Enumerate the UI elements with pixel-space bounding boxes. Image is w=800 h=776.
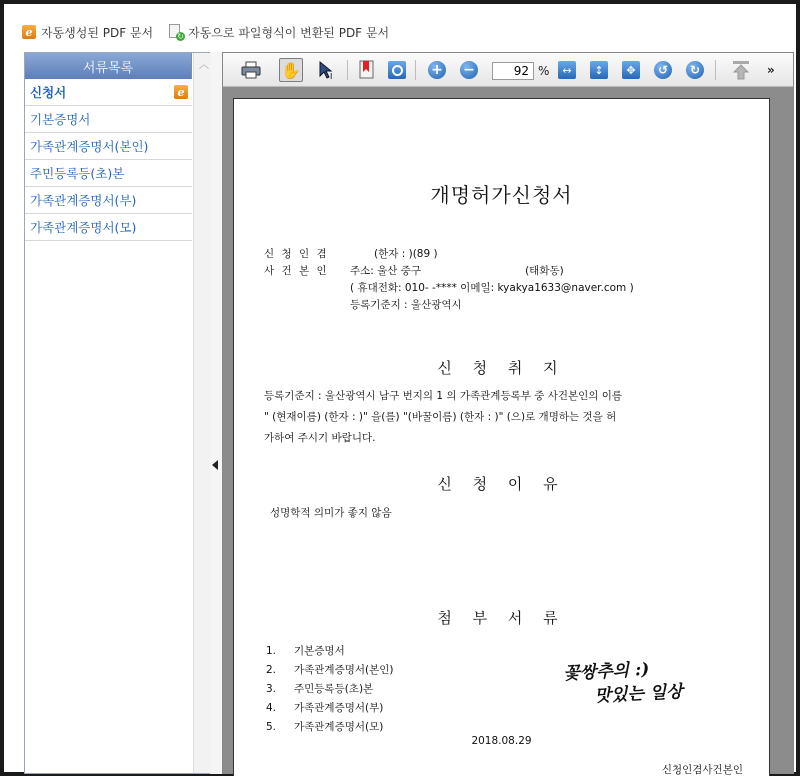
fit-page-icon: ✥ [622,61,640,79]
document-list [25,79,192,241]
purpose-line: " (현재이름) (한자 : )" 을(를) "(바꿀이름) (한자 : )" (으)로 개명하는 것을 허 [264,411,617,423]
handwritten-watermark: 꽃쌍추의 :) 맛있는 일상 [562,659,684,707]
toolbar-separator [347,60,348,80]
pdf-viewer [222,52,794,774]
print-icon [241,61,261,79]
document-date: 2018.08.29 [471,735,532,747]
rotate-left-button[interactable] [651,58,675,82]
rotate-left-icon: ↺ [654,61,672,79]
registry-value: 등록기준지 : 울산광역시 [350,298,462,311]
signature-line: 신청인겸사건본인 [661,764,743,776]
doc-item-family-self[interactable] [25,133,192,160]
e-doc-icon: e [22,25,36,39]
svg-text:I: I [330,72,333,80]
auto-pdf-label: 자동생성된 PDF 문서 [41,25,154,40]
upload-button[interactable] [729,58,753,82]
doc-item-application[interactable] [25,79,192,106]
fit-width-icon: ↔ [558,61,576,79]
print-button[interactable] [239,58,263,82]
section-reason-heading: 신 청 이 유 [437,475,566,493]
purpose-line: 등록기준지 : 울산광역시 남구 번지의 1 의 가족관계등록부 중 사건본인의 이름 [264,390,623,402]
e-doc-icon: e [174,85,188,99]
doc-item-resident-reg[interactable] [25,160,192,187]
zoom-out-icon: − [460,61,478,79]
pdf-page [233,98,770,776]
reason-text: 성명학적 의미가 좋지 않음 [270,507,392,519]
doc-item-label: 가족관계증명서(본인) [30,139,149,154]
convert-doc-icon: ↻ [169,24,183,40]
doc-type-legend [22,20,405,44]
viewer-toolbar [223,53,793,87]
scroll-up-icon[interactable]: ︿ [199,59,209,71]
toolbar-separator [715,60,716,80]
document-list-panel [24,52,214,774]
attachment-item: 1. 기본증명서 [266,644,345,657]
auto-pdf-legend[interactable] [22,24,153,41]
document-title: 개명허가신청서 [430,183,573,207]
converted-pdf-label: 자동으로 파일형식이 변환된 PDF 문서 [188,25,390,40]
bookmark-button[interactable] [355,58,379,82]
converted-pdf-legend[interactable] [169,24,389,41]
applicant-value: (한자 : )(89 ) [374,247,438,260]
bookmark-icon [358,60,376,80]
rotate-right-button[interactable] [683,58,707,82]
fit-width-button[interactable] [555,58,579,82]
collapse-arrow-icon[interactable] [212,460,218,470]
select-text-icon [317,60,337,80]
upload-icon [731,60,751,80]
doc-item-label: 주민등록등(초)본 [30,166,125,181]
doc-item-label: 기본증명서 [30,112,91,127]
address-suffix: (태화동) [525,264,564,277]
shape-button[interactable] [385,58,409,82]
fit-height-icon: ↕ [590,61,608,79]
select-text-button[interactable] [315,58,339,82]
doc-item-family-mother[interactable] [25,214,192,241]
case-person-label: 사 건 본 인 [264,264,329,277]
attachment-item: 3. 주민등록등(초)본 [266,682,374,695]
purpose-line: 가하여 주시기 바랍니다. [264,432,376,444]
doc-item-label: 가족관계증명서(부) [30,193,137,208]
panel-splitter[interactable] [210,52,222,774]
shape-icon [388,61,406,79]
purpose-text [264,386,751,449]
attachment-item: 4. 가족관계증명서(부) [266,701,384,714]
rotate-right-icon: ↻ [686,61,704,79]
applicant-fields [264,245,634,313]
doc-item-label: 신청서 [30,85,67,100]
fit-height-button[interactable] [587,58,611,82]
zoom-in-button[interactable] [425,58,449,82]
toolbar-separator [415,60,416,80]
app-window [4,4,796,776]
section-purpose-heading: 신 청 취 지 [437,359,566,377]
hand-tool-button[interactable] [279,58,303,82]
address-value: 주소: 울산 중구 [350,264,422,277]
zoom-out-button[interactable] [457,58,481,82]
hand-tool-icon: ✋ [281,60,301,80]
zoom-in-icon: + [428,61,446,79]
fit-page-button[interactable] [619,58,643,82]
attachment-item: 2. 가족관계증명서(본인) [266,663,394,676]
phone-email: ( 휴대전화: 010- -**** 이메일: kyakya1633@naver.com ) [350,281,634,294]
doc-item-label: 가족관계증명서(모) [30,220,137,235]
applicant-label: 신 청 인 겸 [264,247,329,260]
doc-item-family-father[interactable] [25,187,192,214]
attachment-list [266,641,393,736]
document-list-header: 서류목록 [25,53,192,79]
zoom-input[interactable] [492,62,534,80]
toolbar-more-button[interactable]: » [767,63,775,77]
doc-item-basic-cert[interactable] [25,106,192,133]
attachment-item: 5. 가족관계증명서(모) [266,720,384,733]
zoom-unit: % [538,64,550,78]
section-attachments-heading: 첨 부 서 류 [437,609,566,627]
